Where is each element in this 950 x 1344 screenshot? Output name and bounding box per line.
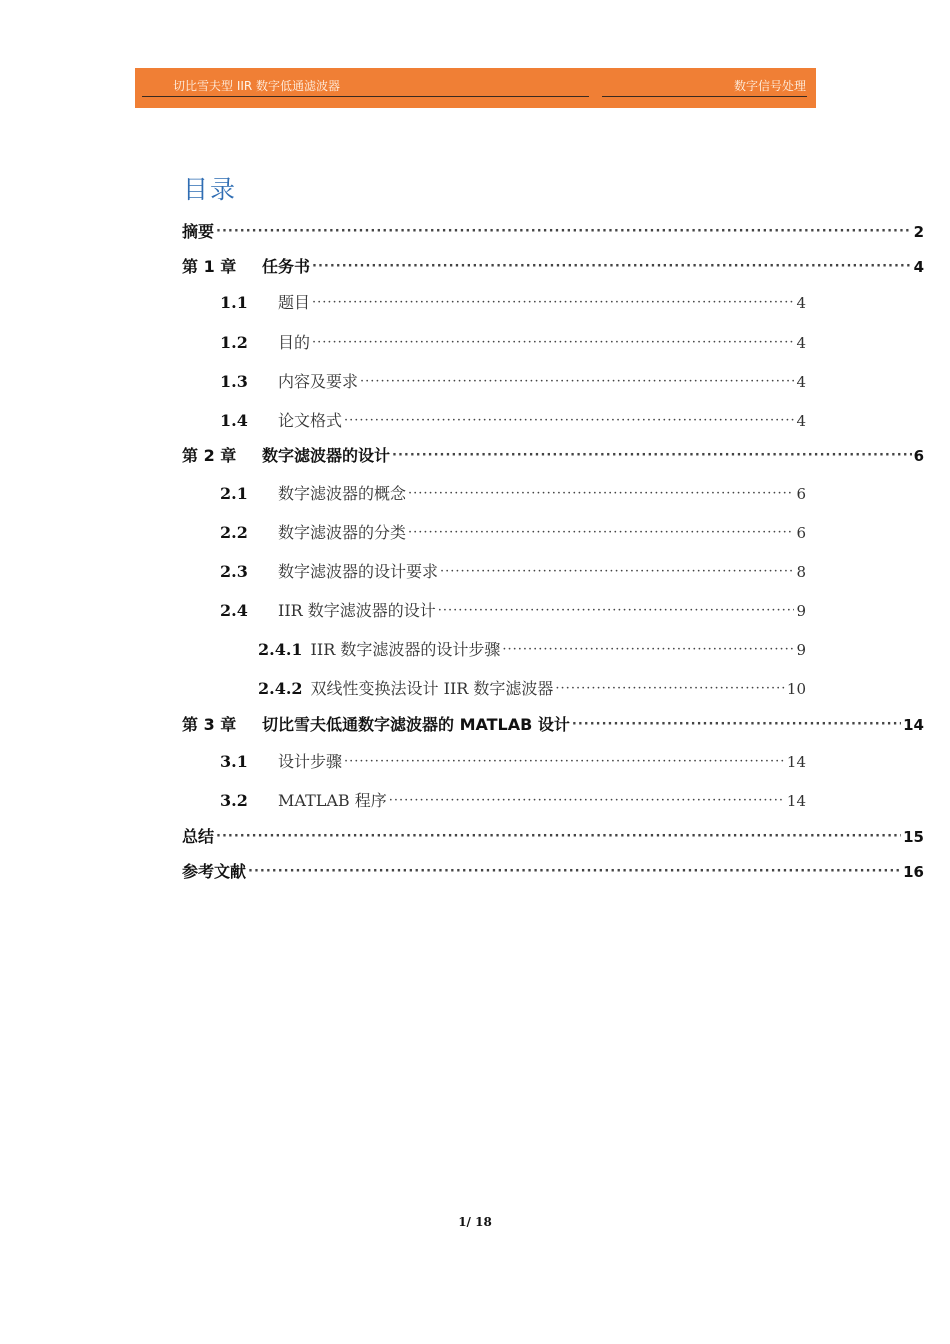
toc-number: 2.4	[220, 601, 248, 620]
toc-page-number: 6	[796, 524, 806, 542]
toc-section[interactable]	[220, 481, 806, 504]
toc-dot-leader	[572, 714, 901, 730]
toc-page-number: 6	[796, 485, 806, 503]
toc-text: MATLAB 程序	[278, 791, 387, 810]
toc-dot-leader	[248, 861, 901, 877]
toc-chapter[interactable]	[182, 254, 924, 277]
toc-dot-leader	[408, 483, 794, 499]
header-rule-left	[142, 96, 589, 97]
toc-text: 设计步骤	[278, 752, 343, 771]
toc-number: 2.1	[220, 484, 248, 503]
toc-page-number: 4	[796, 373, 806, 391]
toc-dot-leader	[555, 678, 784, 694]
toc-text: IIR 数字滤波器的设计	[278, 601, 436, 620]
toc-page-number: 14	[786, 792, 806, 810]
toc-dot-leader	[408, 522, 794, 538]
toc-text: 数字滤波器的分类	[278, 523, 407, 542]
toc-dot-leader	[344, 410, 794, 426]
toc-page-number: 4	[796, 294, 806, 312]
toc-dot-leader	[312, 256, 912, 272]
toc-page-number: 8	[796, 563, 806, 581]
toc-page-number: 4	[796, 412, 806, 430]
toc-page-number: 4	[913, 258, 924, 276]
toc-number: 第 2 章	[182, 446, 237, 465]
page-header	[135, 68, 816, 108]
toc-text: 切比雪夫低通数字滤波器的 MATLAB 设计	[262, 715, 570, 734]
toc-text: 摘要	[182, 222, 215, 241]
toc-page-number: 14	[903, 716, 924, 734]
toc-dot-leader	[216, 221, 912, 237]
toc-page-number: 4	[796, 334, 806, 352]
toc-page-number: 2	[913, 223, 924, 241]
toc-number: 3.1	[220, 752, 248, 771]
toc-dot-leader	[392, 445, 912, 461]
toc-section[interactable]	[220, 408, 806, 431]
toc-text: 内容及要求	[278, 372, 359, 391]
toc-dot-leader	[312, 332, 794, 348]
toc-text: 任务书	[262, 257, 311, 276]
toc-dot-leader	[360, 371, 794, 387]
toc-dot-leader	[389, 790, 785, 806]
toc-section[interactable]	[258, 637, 806, 660]
toc-text: 目的	[278, 333, 311, 352]
toc-section[interactable]	[220, 598, 806, 621]
toc-section[interactable]	[220, 559, 806, 582]
toc-number: 3.2	[220, 791, 248, 810]
toc-chapter[interactable]	[182, 712, 924, 735]
toc-number: 1.3	[220, 372, 248, 391]
header-left-title: 切比雪夫型 IIR 数字低通滤波器	[173, 79, 341, 93]
toc-text: 数字滤波器的设计	[262, 446, 391, 465]
toc-number: 1.4	[220, 411, 248, 430]
toc-page-number: 14	[786, 753, 806, 771]
toc-chapter[interactable]	[182, 219, 924, 242]
toc-number: 第 3 章	[182, 715, 237, 734]
toc-chapter[interactable]	[182, 859, 924, 882]
toc-section[interactable]	[220, 290, 806, 313]
toc-text: 题目	[278, 293, 311, 312]
toc-title: 目录	[183, 175, 238, 204]
toc-dot-leader	[216, 826, 901, 842]
toc-number: 2.4.1	[258, 640, 303, 659]
toc-page-number: 9	[796, 641, 806, 659]
toc-page-number: 9	[796, 602, 806, 620]
header-rule-right	[602, 96, 807, 97]
toc-page-number: 10	[786, 680, 806, 698]
toc-page-number: 6	[913, 447, 924, 465]
toc-number: 1.1	[220, 293, 248, 312]
toc-text: 论文格式	[278, 411, 343, 430]
toc-page-number: 15	[903, 828, 924, 846]
toc-text: IIR 数字滤波器的设计步骤	[310, 640, 501, 659]
toc-text: 总结	[182, 827, 215, 846]
toc-dot-leader	[438, 600, 795, 616]
toc-number: 第 1 章	[182, 257, 237, 276]
toc-number: 2.3	[220, 562, 248, 581]
toc-section[interactable]	[258, 676, 806, 699]
toc-section[interactable]	[220, 520, 806, 543]
toc-chapter[interactable]	[182, 443, 924, 466]
toc-dot-leader	[312, 292, 794, 308]
toc-dot-leader	[440, 561, 794, 577]
toc-number: 2.2	[220, 523, 248, 542]
toc-dot-leader	[502, 639, 794, 655]
toc-chapter[interactable]	[182, 824, 924, 847]
toc-number: 1.2	[220, 333, 248, 352]
page-number: 1/ 18	[458, 1215, 492, 1229]
toc-page-number: 16	[903, 863, 924, 881]
toc-section[interactable]	[220, 369, 806, 392]
toc-section[interactable]	[220, 749, 806, 772]
toc-text: 参考文献	[182, 862, 247, 881]
toc-section[interactable]	[220, 788, 806, 811]
toc-number: 2.4.2	[258, 679, 303, 698]
header-right-title: 数字信号处理	[733, 79, 806, 93]
toc-text: 数字滤波器的概念	[278, 484, 407, 503]
toc-text: 双线性变换法设计 IIR 数字滤波器	[310, 679, 554, 698]
toc-section[interactable]	[220, 330, 806, 353]
toc-text: 数字滤波器的设计要求	[278, 562, 439, 581]
toc-dot-leader	[344, 751, 785, 767]
